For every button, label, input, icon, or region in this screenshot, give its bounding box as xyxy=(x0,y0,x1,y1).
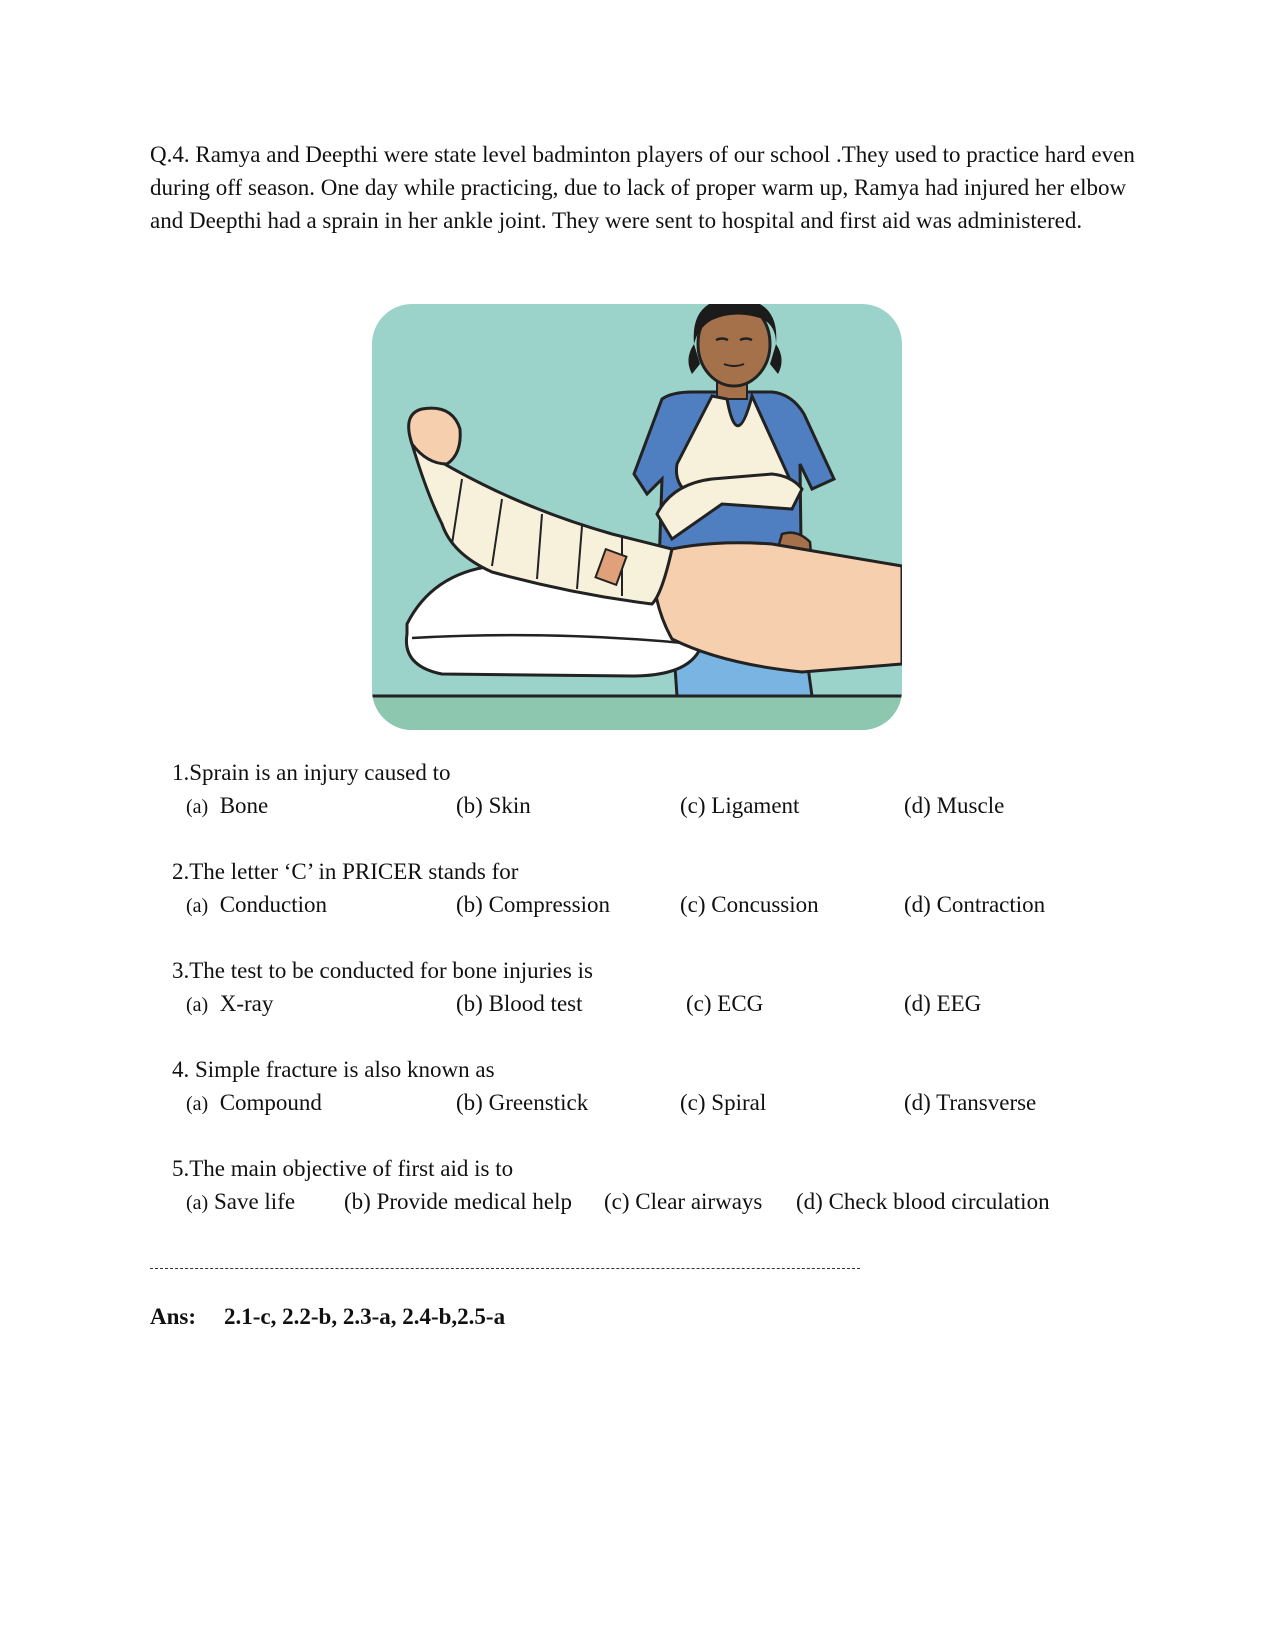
question-2 xyxy=(172,855,1112,954)
answer-key-text: 2.1-c, 2.2-b, 2.3-a, 2.4-b,2.5-a xyxy=(224,1304,506,1329)
option-label: (c) xyxy=(680,793,706,818)
option-d xyxy=(904,987,981,1020)
question-text: 2.The letter ‘C’ in PRICER stands for xyxy=(172,859,519,884)
question-text: 5.The main objective of first aid is to xyxy=(172,1156,514,1181)
option-label: (b) xyxy=(344,1189,371,1214)
option-b xyxy=(456,1086,588,1119)
option-label: (a) xyxy=(186,1192,209,1214)
option-text: Provide medical help xyxy=(376,1189,573,1214)
option-text: Contraction xyxy=(936,892,1046,917)
option-d xyxy=(904,1086,1036,1119)
option-c xyxy=(680,888,819,921)
option-text: EEG xyxy=(936,991,982,1016)
option-text: Save life xyxy=(213,1189,296,1214)
answer-key xyxy=(150,1300,505,1333)
option-b xyxy=(456,987,583,1020)
option-text: Clear airways xyxy=(635,1189,763,1214)
option-text: Bone xyxy=(219,793,269,818)
option-text: X-ray xyxy=(219,991,274,1016)
option-row xyxy=(186,1086,1106,1119)
answer-key-label: Ans: xyxy=(150,1304,197,1329)
option-label: (c) xyxy=(686,991,712,1016)
option-c xyxy=(680,789,799,822)
question-5 xyxy=(172,1152,1112,1251)
option-label: (a) xyxy=(186,895,209,917)
option-text: Spiral xyxy=(711,1090,767,1115)
option-b xyxy=(456,789,531,822)
option-label: (d) xyxy=(796,1189,823,1214)
option-b xyxy=(456,888,610,921)
option-row xyxy=(186,888,1106,921)
option-a xyxy=(186,789,268,824)
option-label: (a) xyxy=(186,994,209,1016)
question-text: 3.The test to be conducted for bone injuries is xyxy=(172,958,593,983)
option-label: (d) xyxy=(904,793,931,818)
option-d xyxy=(904,789,1004,822)
option-c xyxy=(686,987,763,1020)
option-label: (a) xyxy=(186,796,209,818)
option-text: Conduction xyxy=(219,892,328,917)
question-4 xyxy=(172,1053,1112,1152)
option-text: Compound xyxy=(219,1090,322,1115)
option-text: Muscle xyxy=(936,793,1005,818)
question-1 xyxy=(172,756,1112,855)
option-d xyxy=(796,1185,1050,1218)
option-row xyxy=(186,1185,1106,1218)
option-text: Transverse xyxy=(936,1090,1037,1115)
option-label: (b) xyxy=(456,793,483,818)
question-list xyxy=(172,756,1112,1251)
option-text: Ligament xyxy=(711,793,800,818)
option-text: ECG xyxy=(717,991,764,1016)
option-label: (c) xyxy=(680,892,706,917)
option-label: (c) xyxy=(680,1090,706,1115)
option-text: Concussion xyxy=(711,892,819,917)
option-row xyxy=(186,789,1106,822)
option-label: (b) xyxy=(456,892,483,917)
option-row xyxy=(186,987,1106,1020)
option-b xyxy=(344,1185,572,1218)
option-c xyxy=(604,1185,762,1218)
question-text: 1.Sprain is an injury caused to xyxy=(172,760,451,785)
option-text: Blood test xyxy=(488,991,583,1016)
dashed-divider xyxy=(150,1268,860,1269)
option-a xyxy=(186,1185,295,1220)
option-a xyxy=(186,888,327,923)
option-text: Skin xyxy=(488,793,531,818)
option-label: (d) xyxy=(904,892,931,917)
case-study-intro: Q.4. Ramya and Deepthi were state level badminton players of our school .They used to practice hard even during off season. One day while practicing, due to lack of proper warm up, Ramya had injured her elbow and Deepthi had a sprain in her ankle joint. They were sent to hospital and first aid was administered. xyxy=(150,142,1135,233)
option-label: (b) xyxy=(456,1090,483,1115)
option-label: (c) xyxy=(604,1189,630,1214)
option-text: Compression xyxy=(488,892,610,917)
option-label: (d) xyxy=(904,1090,931,1115)
option-label: (d) xyxy=(904,991,931,1016)
option-text: Check blood circulation xyxy=(828,1189,1050,1214)
first-aid-illustration xyxy=(372,304,902,730)
option-label: (b) xyxy=(456,991,483,1016)
question-text: 4. Simple fracture is also known as xyxy=(172,1057,495,1082)
question-3 xyxy=(172,954,1112,1053)
option-d xyxy=(904,888,1045,921)
option-c xyxy=(680,1086,766,1119)
option-a xyxy=(186,1086,322,1121)
option-a xyxy=(186,987,273,1022)
option-label: (a) xyxy=(186,1093,209,1115)
option-text: Greenstick xyxy=(488,1090,589,1115)
